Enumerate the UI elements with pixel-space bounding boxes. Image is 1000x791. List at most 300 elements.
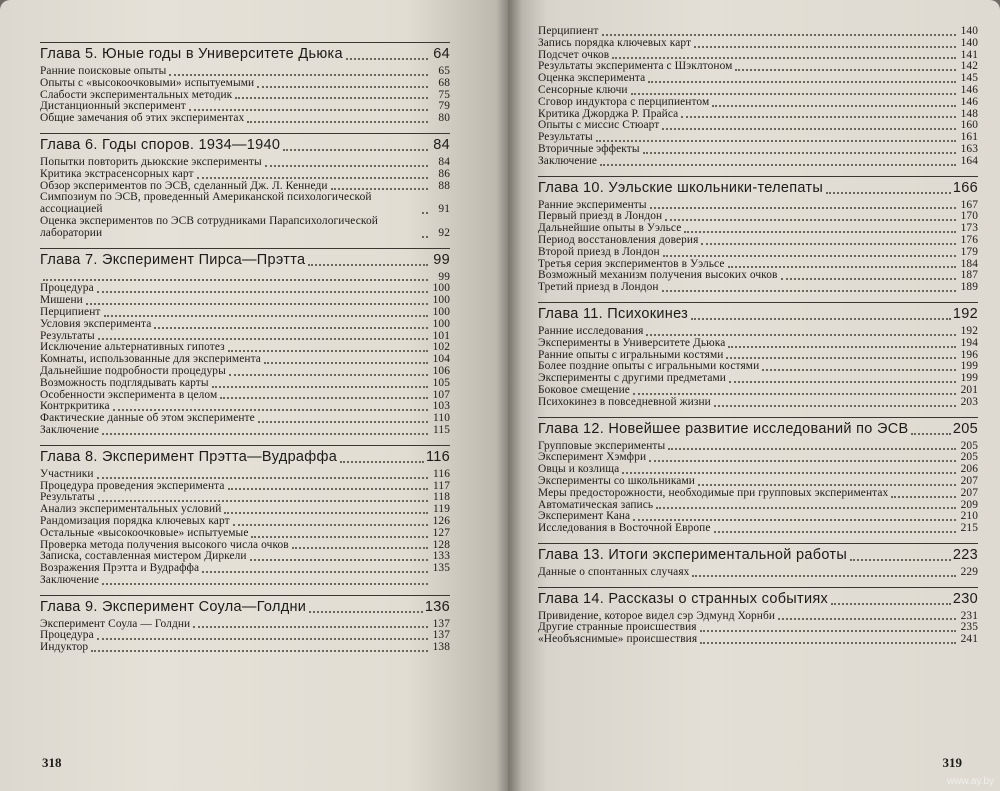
toc-entry [538,488,978,500]
dot-leader [735,69,956,71]
dot-leader [247,121,428,123]
entry-page: 101 [432,329,450,342]
entry-title: Запись порядка ключевых карт [538,36,692,49]
entry-page: 137 [432,617,450,630]
dot-leader [831,603,951,605]
entry-title: Возможный механизм получения высоких очков [538,269,778,282]
entry-title: Ранние исследования [538,324,644,337]
watermark: www.ay.by [946,776,994,787]
dot-leader [600,164,956,166]
chapter-8 [40,445,450,587]
toc-entry [538,120,978,132]
dot-leader [229,374,428,376]
toc-entry [538,326,978,338]
dot-leader [911,433,950,435]
entry-title: Первый приезд в Лондон [538,210,663,223]
entry-page: 231 [960,609,978,622]
dot-leader [202,571,428,573]
dot-leader [728,346,956,348]
entry-page: 119 [433,503,450,516]
dot-leader [612,57,956,59]
entry-title: Вторичные эффекты [538,142,640,155]
entry-title: Ранние поисковые опыты [40,65,167,77]
dot-leader [97,638,428,640]
right-page [508,0,1000,791]
chapter-5 [40,42,450,125]
entry-page: 135 [432,562,450,575]
entry-title: Эксперименты в Университете Дьюка [538,336,726,349]
entry-title: Ранние эксперименты [538,198,647,211]
entry-title: Участники [40,467,94,480]
entry-title: Опыты с миссис Стюарт [538,119,660,132]
dot-leader [309,611,423,613]
toc-entry [40,528,450,540]
toc-entry [40,619,450,631]
entry-title: Критика экстрасенсорных карт [40,167,194,180]
dot-leader [193,626,428,628]
dot-leader [346,58,428,60]
entry-page: 100 [432,282,450,295]
dot-leader [698,484,956,486]
entry-title: Ранние опыты с игральными костями [538,348,724,361]
dot-leader [633,393,956,395]
entry-title: Подсчет очков [538,48,610,61]
dot-leader [250,559,428,561]
dot-leader [633,519,956,521]
chapter-page: 230 [952,590,978,607]
entry-title: «Необъяснимые» происшествия [538,633,698,646]
toc-entry [40,283,450,295]
chapter-page: 166 [952,179,978,196]
chapter-title: Глава 12. Новейшее развитие исследований по ЭСВ [538,420,909,437]
entry-page: 207 [960,486,978,499]
dot-leader [102,433,428,435]
entry-page: 140 [960,36,978,49]
chapter-title: Глава 10. Уэльские школьники-телепаты [538,179,824,196]
entry-page: 102 [432,341,450,354]
entry-page: 103 [432,400,450,413]
chapter-heading [538,547,978,563]
chapter-page: 192 [952,305,978,322]
entry-page: 104 [432,353,450,366]
toc-entry [40,469,450,481]
entry-page: 100 [432,317,450,330]
entry-page: 127 [432,526,450,539]
entry-page: 126 [432,514,450,527]
dot-leader [283,149,428,151]
dot-leader [714,531,956,533]
chapter-page: 205 [952,420,978,437]
entry-page: 184 [960,257,978,270]
entry-title: Проверка метода получения высокого числа очков [40,538,289,551]
dot-leader [98,338,428,340]
dot-leader [631,93,956,95]
chapter-rule [538,176,978,177]
toc-entry [538,247,978,259]
dot-leader [646,334,956,336]
chapter-page: 84 [433,136,450,153]
entry-page: 100 [432,294,450,307]
dot-leader [643,152,956,154]
dot-leader [665,219,956,221]
toc-entry [538,634,978,646]
chapter-page: 223 [952,546,978,563]
entry-page: 179 [960,245,978,258]
entry-title: Меры предосторожности, необходимые при групповых экспериментах [538,486,889,499]
entry-page: 100 [432,305,450,318]
toc-entry [538,567,978,579]
entry-page: 187 [960,269,978,282]
dot-leader [265,165,428,167]
chapter-page: 116 [425,448,450,465]
dot-leader [694,46,956,48]
entry-title: Попытки повторить дьюкские эксперименты [40,155,262,168]
entry-title: Боковое смещение [538,383,630,396]
entry-page: 203 [960,395,978,408]
entry-page: 117 [433,479,450,492]
chapter-rule [538,587,978,588]
chapter-title: Глава 8. Эксперимент Прэтта—Вудраффа [40,448,338,465]
entry-title: Дистанционный эксперимент [40,100,186,113]
entry-title: Комнаты, использованные для эксперимента [40,353,261,366]
chapter-rule [538,543,978,544]
entry-page: 205 [960,439,978,452]
entry-page: 141 [960,48,978,61]
entry-page: 86 [438,167,450,180]
entry-title: Дальнейшие подробности процедуры [40,364,226,377]
entry-title: Перципиент [538,25,599,37]
entry-title: Анализ экспериментальных условий [40,503,222,516]
chapter-11 [538,302,978,409]
entry-title: Результаты эксперимента с Шэклтоном [538,60,733,73]
toc-entry [40,630,450,642]
dot-leader [729,381,956,383]
chapter-13 [538,543,978,579]
entry-page: 105 [432,376,450,389]
dot-leader [212,386,428,388]
entry-page: 84 [438,155,450,168]
entry-page: 167 [960,198,978,211]
entry-page: 140 [960,25,978,37]
toc-entry [40,563,450,575]
chapter-9-continued [538,26,978,168]
dot-leader [662,128,956,130]
toc-entry [40,307,450,319]
chapter-page: 99 [433,251,450,268]
dot-leader [86,303,428,305]
dot-leader [97,291,428,293]
entry-page: 65 [438,65,450,77]
dot-leader [98,500,428,502]
entry-page: 146 [960,83,978,96]
entry-page: 170 [960,210,978,223]
dot-leader [762,369,956,371]
chapter-page: 136 [424,598,450,615]
entry-page: 194 [960,336,978,349]
entry-title: Эксперименты со школьниками [538,474,695,487]
entry-title: Условия эксперимента [40,317,152,330]
toc-entry [40,481,450,493]
entry-title: Заключение [40,573,100,586]
toc-entry [40,78,450,90]
toc-entry [40,192,450,216]
entry-page: 106 [432,364,450,377]
chapter-heading [538,591,978,607]
entry-title: Рандомизация порядка ключевых карт [40,514,230,527]
entry-title: Более поздние опыты с игральными костями [538,360,760,373]
dot-leader [663,255,956,257]
entry-title: Результаты [40,491,95,504]
entry-page: 99 [438,270,450,283]
toc-entry [538,156,978,168]
entry-title: Эксперимент Хэмфри [538,451,647,464]
dot-leader [714,405,956,407]
entry-title: Дальнейшие опыты в Уэльсе [538,222,682,235]
entry-page: 91 [438,203,450,216]
entry-page: 210 [960,510,978,523]
toc-entry [40,413,450,425]
toc-entry [40,378,450,390]
dot-leader [189,109,428,111]
chapter-12 [538,417,978,535]
chapter-rule [40,248,450,249]
entry-title: Особенности эксперимента в целом [40,388,218,401]
entry-page: 201 [960,383,978,396]
dot-leader [781,278,956,280]
entry-title: Мишени [40,294,83,307]
entry-title: Сенсорные ключи [538,83,628,96]
entry-title: Перципиент [40,305,101,318]
entry-page: 138 [432,641,450,654]
entry-title: Индуктор [40,641,89,654]
toc-entry [538,338,978,350]
toc-entry [40,272,450,284]
dot-leader [422,212,428,214]
chapter-rule [40,445,450,446]
entry-title: Общие замечания об этих экспериментах [40,112,245,125]
toc-entry [40,575,450,587]
toc-entry [538,38,978,50]
entry-page: 173 [960,222,978,235]
toc-entry [40,516,450,528]
chapter-heading [538,421,978,437]
dot-leader [891,496,956,498]
entry-title: Процедура [40,282,94,295]
chapter-heading [40,449,450,465]
toc-entry [40,216,450,240]
dot-leader [681,116,956,118]
entry-title: Оценка экспериментов по ЭСВ сотрудниками Парапсихологической лаборатории [40,214,378,239]
chapter-10 [538,176,978,294]
dot-leader [257,86,428,88]
dot-leader [308,264,428,266]
entry-title: Результаты [40,329,95,342]
entry-title: Другие странные происшествия [538,621,697,634]
entry-page: 146 [960,95,978,108]
entry-page: 115 [433,423,450,436]
dot-leader [97,477,428,479]
entry-page: 145 [960,72,978,85]
toc-entry [40,366,450,378]
dot-leader [650,207,956,209]
toc-entry [40,425,450,437]
entry-page: 92 [438,226,450,239]
dot-leader [233,524,428,526]
dot-leader [850,559,951,561]
chapter-title: Глава 9. Эксперимент Соула—Голдни [40,598,307,615]
dot-leader [113,409,428,411]
dot-leader [258,421,428,423]
dot-leader [656,507,956,509]
entry-page: 164 [960,154,978,167]
entry-title: Заключение [40,423,100,436]
dot-leader [169,74,428,76]
entry-title: Данные о спонтанных случаях [538,565,690,578]
chapter-title: Глава 14. Рассказы о странных событиях [538,590,829,607]
chapter-heading [538,180,978,196]
chapter-rule [40,133,450,134]
entry-page: 75 [438,88,450,101]
entry-title: Групповые эксперименты [538,439,666,452]
dot-leader [728,266,956,268]
dot-leader [251,536,428,538]
entry-page: 209 [960,498,978,511]
dot-leader [622,472,956,474]
dot-leader [726,357,956,359]
dot-leader [235,97,428,99]
chapter-heading [40,252,450,268]
toc-entry [538,85,978,97]
dot-leader [684,231,956,233]
entry-title: Контркритика [40,400,110,413]
entry-title: Второй приезд в Лондон [538,245,660,258]
entry-title: Записка, составленная мистером Диркели [40,550,247,563]
entry-title: Эксперимент Кана [538,510,631,523]
dot-leader [422,236,428,238]
toc-entry [538,97,978,109]
dot-leader [292,547,428,549]
page-number: 319 [942,755,962,770]
entry-title: Процедура проведения эксперимента [40,479,225,492]
dot-leader [700,630,956,632]
chapter-rule [538,417,978,418]
chapter-title: Глава 6. Годы споров. 1934—1940 [40,136,281,153]
chapter-heading [40,599,450,615]
entry-page: 189 [960,281,978,294]
chapter-heading [40,137,450,153]
chapter-title: Глава 7. Эксперимент Пирса—Прэтта [40,251,306,268]
entry-title: Третья серия экспериментов в Уэльсе [538,257,725,270]
dot-leader [700,642,956,644]
entry-page: 133 [432,550,450,563]
chapter-heading [40,46,450,62]
toc-entry [40,295,450,307]
entry-page: 215 [960,522,978,535]
dot-leader [154,327,428,329]
dot-leader [662,290,956,292]
entry-title: Эксперименты с другими предметами [538,372,726,385]
entry-title: Остальные «высокоочковые» испытуемые [40,526,249,539]
entry-page: 196 [960,348,978,361]
entry-page: 199 [960,360,978,373]
entry-title: Третий приезд в Лондон [538,281,659,294]
dot-leader [602,34,957,36]
toc-entry [538,235,978,247]
chapter-7 [40,248,450,437]
dot-leader [712,105,956,107]
dot-leader [91,650,428,652]
entry-page: 241 [960,633,978,646]
dot-leader [228,488,428,490]
entry-page: 176 [960,233,978,246]
entry-page: 88 [438,179,450,192]
entry-page: 161 [960,131,978,144]
entry-page: 229 [960,565,978,578]
entry-title: Период восстановления доверия [538,233,699,246]
entry-page: 80 [438,112,450,125]
toc-entry [40,169,450,181]
chapter-14 [538,587,978,646]
entry-page: 116 [433,467,450,480]
entry-title: Оценка эксперимента [538,72,646,85]
dot-leader [701,243,956,245]
chapter-heading [538,306,978,322]
dot-leader [331,188,428,190]
entry-title: Процедура [40,629,94,642]
dot-leader [228,350,428,352]
dot-leader [648,81,956,83]
entry-title: Слабости экспериментальных методик [40,88,233,101]
page-number: 318 [42,755,62,770]
entry-title: Автоматическая запись [538,498,654,511]
book-gutter [496,0,522,791]
chapter-6 [40,133,450,240]
entry-title: Опыты с «высокоочковыми» испытуемыми [40,76,255,89]
entry-title: Заключение [538,154,598,167]
dot-leader [264,362,428,364]
chapter-title: Глава 13. Итоги экспериментальной работы [538,546,848,563]
dot-leader [826,192,951,194]
chapter-9 [40,595,450,654]
entry-title: Симпозиум по ЭСВ, проведенный Американской психологической ассоциацией [40,191,372,216]
entry-title: Сговор индуктора с перципиентом [538,95,710,108]
toc-entry [40,113,450,125]
entry-title: Эксперимент Соула — Голдни [40,617,191,630]
dot-leader [220,397,428,399]
entry-title: Возможность подглядывать карты [40,376,209,389]
toc-entry [40,319,450,331]
dot-leader [596,140,956,142]
chapter-page: 64 [433,46,450,62]
chapter-title: Глава 5. Юные годы в Университете Дьюка [40,46,343,62]
dot-leader [649,460,956,462]
dot-leader [668,448,956,450]
chapter-rule [538,302,978,303]
entry-page: 206 [960,463,978,476]
entry-page: 68 [438,76,450,89]
toc-entry [40,642,450,654]
entry-page: 142 [960,60,978,73]
toc-entry [538,282,978,294]
dot-leader [197,177,428,179]
dot-leader [43,279,428,281]
entry-title: Овцы и козлища [538,463,620,476]
entry-page: 137 [432,629,450,642]
entry-page: 107 [432,388,450,401]
dot-leader [691,318,951,320]
entry-page: 148 [960,107,978,120]
toc-entry [538,397,978,409]
